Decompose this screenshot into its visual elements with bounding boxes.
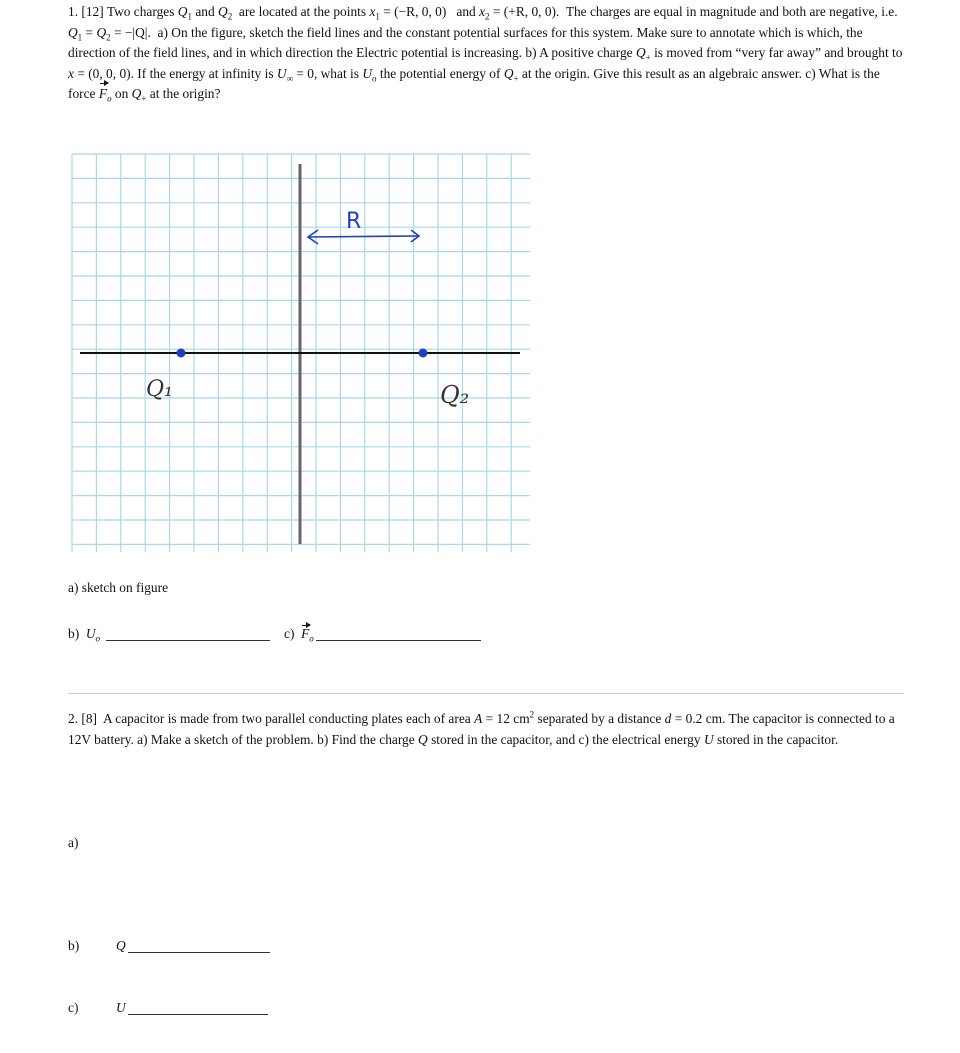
answer-1b-blank[interactable] xyxy=(106,628,270,641)
section-divider xyxy=(68,693,904,694)
charge-diagram[interactable] xyxy=(68,150,532,556)
answer-1a-label: a) sketch on figure xyxy=(68,580,169,595)
answer-2a-label: a) xyxy=(68,835,79,850)
answer-2b-label: b) xyxy=(68,938,80,953)
answer-2b-var: Q xyxy=(116,938,126,953)
label-r: R xyxy=(346,209,362,234)
label-q1: Q₁ xyxy=(146,377,173,402)
answer-2c-label: c) xyxy=(68,1000,79,1015)
answer-1c: c) $F_o$ xyxy=(284,626,314,644)
charge-q1-dot xyxy=(177,349,186,358)
answer-2c-blank[interactable] xyxy=(128,1002,268,1015)
problem-1-statement: 1. [12] Two charges $Q_1$ and $Q_2$ are located at the points $x_1 = (-R$, 0, 0) and $x_2 = (+R$, 0, 0). The charges are equal in magnitude and both are negative, i.e. $Q_1 = Q_2 = -|Q|$. a) On the figure, sketch the field lines and the constant potential surfaces for this system. Make sure to annotate which is which, the direction of the field lines, and in which direction the Electric potential is increasing. b) A positive charge $Q_+$ is moved from “very far away” and brought to x = (0, 0, 0). If the energy at infinity is $U_\infty = 0$, what is $U_o$ the potential energy of $Q_+$ at the origin. Give this result as an algebraic answer. c) What is the force $F_o$ on $Q_+$ at the origin? xyxy=(68,4,903,104)
answer-1c-blank[interactable] xyxy=(316,628,481,641)
problem-2-statement: 2. [8] A capacitor is made from two parallel conducting plates each of area A = 12 $cm^2$ separated by a distance d = 0.2 cm. The capacitor is connected to a 12V battery. a) Make a sketch of the problem. b) Find the charge Q stored in the capacitor, and c) the electrical energy U stored in the capacitor. xyxy=(68,709,895,747)
answer-1b: b) $U_o$ xyxy=(68,626,101,644)
answer-2c-var: U xyxy=(116,1000,126,1015)
answer-2b-blank[interactable] xyxy=(128,940,270,953)
distance-r-arrow xyxy=(308,230,419,244)
charge-q2-dot xyxy=(419,349,428,358)
label-q2: Q₂ xyxy=(440,381,470,409)
